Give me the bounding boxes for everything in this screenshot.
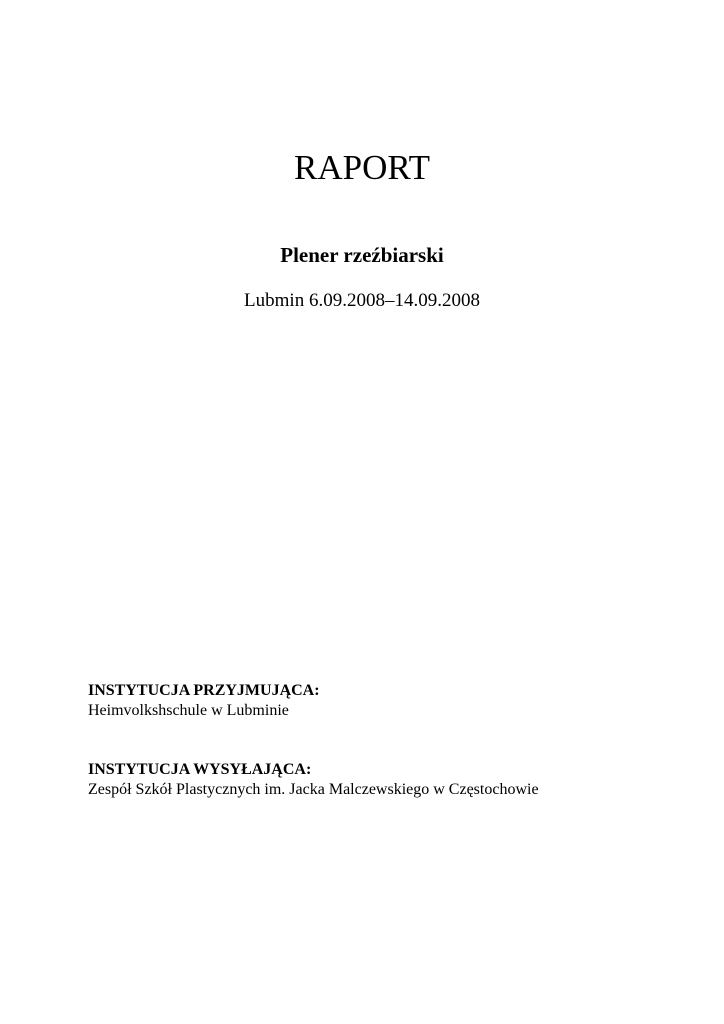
document-title: RAPORT [294,148,430,187]
sending-institution-heading: INSTYTUCJA WYSYŁAJĄCA: [88,761,312,778]
sending-institution-name: Zespół Szkół Plastycznych im. Jacka Malczewskiego w Częstochowie [88,781,539,798]
receiving-institution-heading: INSTYTUCJA PRZYJMUJĄCA: [88,682,320,699]
document-subtitle: Plener rzeźbiarski [280,243,444,267]
location-dates: Lubmin 6.09.2008–14.09.2008 [244,290,480,311]
receiving-institution-section [88,681,708,721]
sending-institution-section [88,760,708,800]
receiving-institution-name: Heimvolkshschule w Lubminie [88,702,289,719]
